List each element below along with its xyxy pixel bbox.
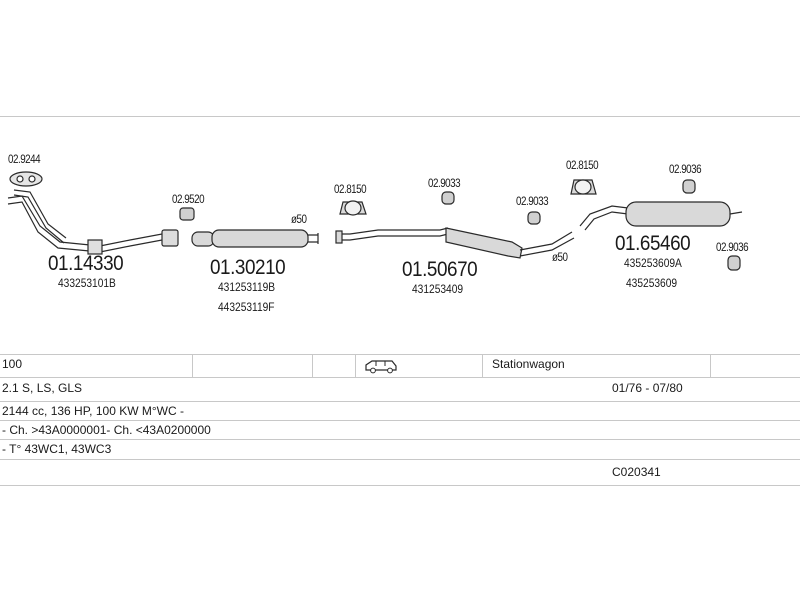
clamp-label-02-9244: 02.9244 [8,152,41,166]
intermediate-silencer-drawing [192,230,318,247]
part-ref-431253409: 431253409 [412,282,464,296]
variant-cell: 2.1 S, LS, GLS [2,381,83,395]
hanger-02-9036-a-drawing [683,180,695,193]
table-row-type [0,440,800,459]
table-row-model [0,355,800,377]
type-code-cell: - T° 43WC1, 43WC3 [2,442,112,456]
hanger-02-9033-a-drawing [442,192,454,204]
table-row-variant [0,378,800,400]
stationwagon-car-icon [364,358,398,377]
part-number-01-14330: 01.14330 [48,252,124,275]
body-type-cell: Stationwagon [492,357,565,371]
hanger-label-02-9033-b: 02.9033 [516,194,549,208]
clamp-label-02-9520: 02.9520 [172,192,205,206]
part-ref-443253119f: 443253119F [218,300,275,314]
hanger-label-02-9036-b: 02.9036 [716,240,749,254]
part-ref-433253101b: 433253101B [58,276,116,290]
table-row-code [0,460,800,484]
table-row-chassis [0,421,800,440]
rear-silencer-drawing [580,202,742,230]
hanger-label-02-9036-a: 02.9036 [669,162,702,176]
engine-cell: 2144 cc, 136 HP, 100 KW M°WC - [2,404,184,418]
clamp-02-9520-drawing [180,208,194,220]
model-cell: 100 [2,357,23,371]
part-number-01-50670: 01.50670 [402,258,478,281]
front-pipe-drawing [8,190,178,254]
diameter-label-a: ø50 [291,212,307,226]
part-ref-435253609: 435253609 [626,276,678,290]
period-cell: 01/76 - 07/80 [612,381,683,395]
center-silencer-drawing [336,228,574,258]
table-row-engine [0,402,800,421]
hanger-02-9033-b-drawing [528,212,540,224]
catalog-code-cell: C020341 [612,465,661,479]
part-ref-431253119b: 431253119B [218,280,276,294]
clamp-02-9244-drawing [10,172,42,186]
hanger-label-02-8150-b: 02.8150 [566,158,599,172]
hanger-02-8150-a-drawing [340,201,366,215]
diameter-label-b: ø50 [552,250,568,264]
hanger-label-02-9033-a: 02.9033 [428,176,461,190]
part-ref-435253609a: 435253609A [624,256,682,270]
hanger-02-8150-b-drawing [571,180,596,194]
part-number-01-65460: 01.65460 [615,232,691,255]
hanger-label-02-8150-a: 02.8150 [334,182,367,196]
hanger-02-9036-b-drawing [728,256,740,270]
chassis-cell: - Ch. >43A0000001- Ch. <43A0200000 [2,423,211,437]
part-number-01-30210: 01.30210 [210,256,286,279]
